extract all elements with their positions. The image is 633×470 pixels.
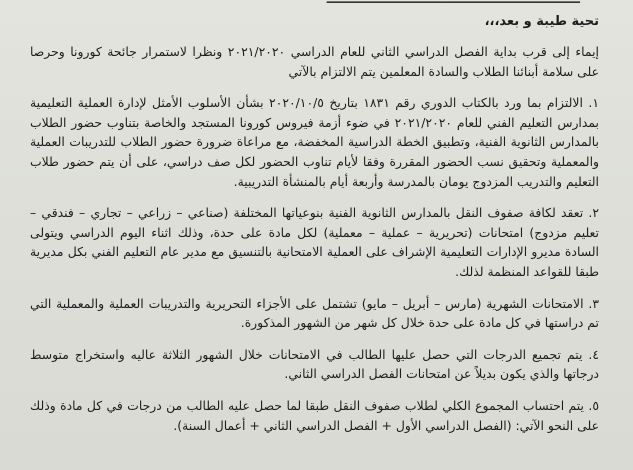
clause-3 bbox=[30, 294, 599, 333]
cropped-top-line bbox=[250, 0, 580, 6]
clause-text: تعقد لكافة صفوف النقل بالمدارس الثانوية الفنية بنوعياتها المختلفة (صناعي – زراعي – تجاري – فندقي –تعليم مزدوج) امتحانات (تحريرية – عملية – معملية) لكل مادة على حدة، وذلك اثناء اليوم الدراسي ويتولى السادة مديرو الإدارات التعليمية الإشراف على العملية الامتحانية بالتنسيق مع مدير عام التعليم الفني بكل مديرية طبقا للقواعد المنظمة لذلك. bbox=[30, 205, 599, 279]
intro-paragraph: إيماء إلى قرب بداية الفصل الدراسي الثاني للعام الدراسي ٢٠٢١/٢٠٢٠ ونظرا لاستمرار جائحة كورونا وحرصا على سلامة أبنائنا الطلاب والسادة المعلمين يتم الالتزام بالآتي bbox=[30, 44, 599, 79]
clause-4 bbox=[30, 345, 599, 384]
greeting: تحية طيبة و بعد،،، bbox=[484, 14, 599, 29]
clause-2 bbox=[30, 203, 599, 281]
clause-number: ١. bbox=[588, 95, 599, 111]
clause-number: ٣. bbox=[588, 295, 599, 311]
clause-number: ٢. bbox=[588, 205, 599, 221]
clause-5 bbox=[30, 396, 599, 435]
clause-text: يتم احتساب المجموع الكلي لطلاب صفوف النقل طبقا لما حصل عليه الطالب من درجات في كل مادة وذلك على النحو الآتي: (الفصل الدراسي الأول + الفصل الدراسي الثاني + أعمال السنة). bbox=[30, 397, 599, 433]
clause-text: الالتزام بما ورد بالكتاب الدوري رقم ١٨٣١ بتاريخ ٢٠٢٠/١٠/٥ بشأن الأسلوب الأمثل لإدارة العملية التعليمية بمدارس التعليم الفني للعام ٢٠٢١/٢٠٢٠ في ضوء أزمة فيروس كورونا المستجد والخاصة بتناوب حضور الطلاب بالمدارس الثانوية الفنية، وتطبيق الخطة الدراسية المخفضة، مع مراعاة ضرورة حضور الطلاب للتدريبات العملية والمعملية وتحقيق نسب الحضور المقررة وفقا لأيام تناوب الحضور لكل صف دراسي، على أن يتم حضور طلاب التعليم والتدريب المزدوج يومان بالمدرسة وأربعة أيام بالمنشأة التدريبية. bbox=[30, 95, 599, 189]
clause-number: ٤. bbox=[588, 346, 599, 362]
letter-body bbox=[30, 12, 599, 447]
clause-1 bbox=[30, 93, 599, 191]
clause-number: ٥. bbox=[588, 397, 599, 413]
clause-text: الامتحانات الشهرية (مارس – أبريل – مايو) تشتمل على الأجزاء التحريرية والتدريبات العملية والمعملية التي تم دراستها في كل مادة على حدة خلال كل شهر من الشهور المذكورة. bbox=[30, 295, 599, 331]
clause-text: يتم تجميع الدرجات التي حصل عليها الطالب في الامتحانات خلال الشهور الثلاثة عاليه واستخراج متوسط درجاتها والذي يكون بديلاً عن امتحانات الفصل الدراسي الثاني. bbox=[30, 346, 599, 382]
